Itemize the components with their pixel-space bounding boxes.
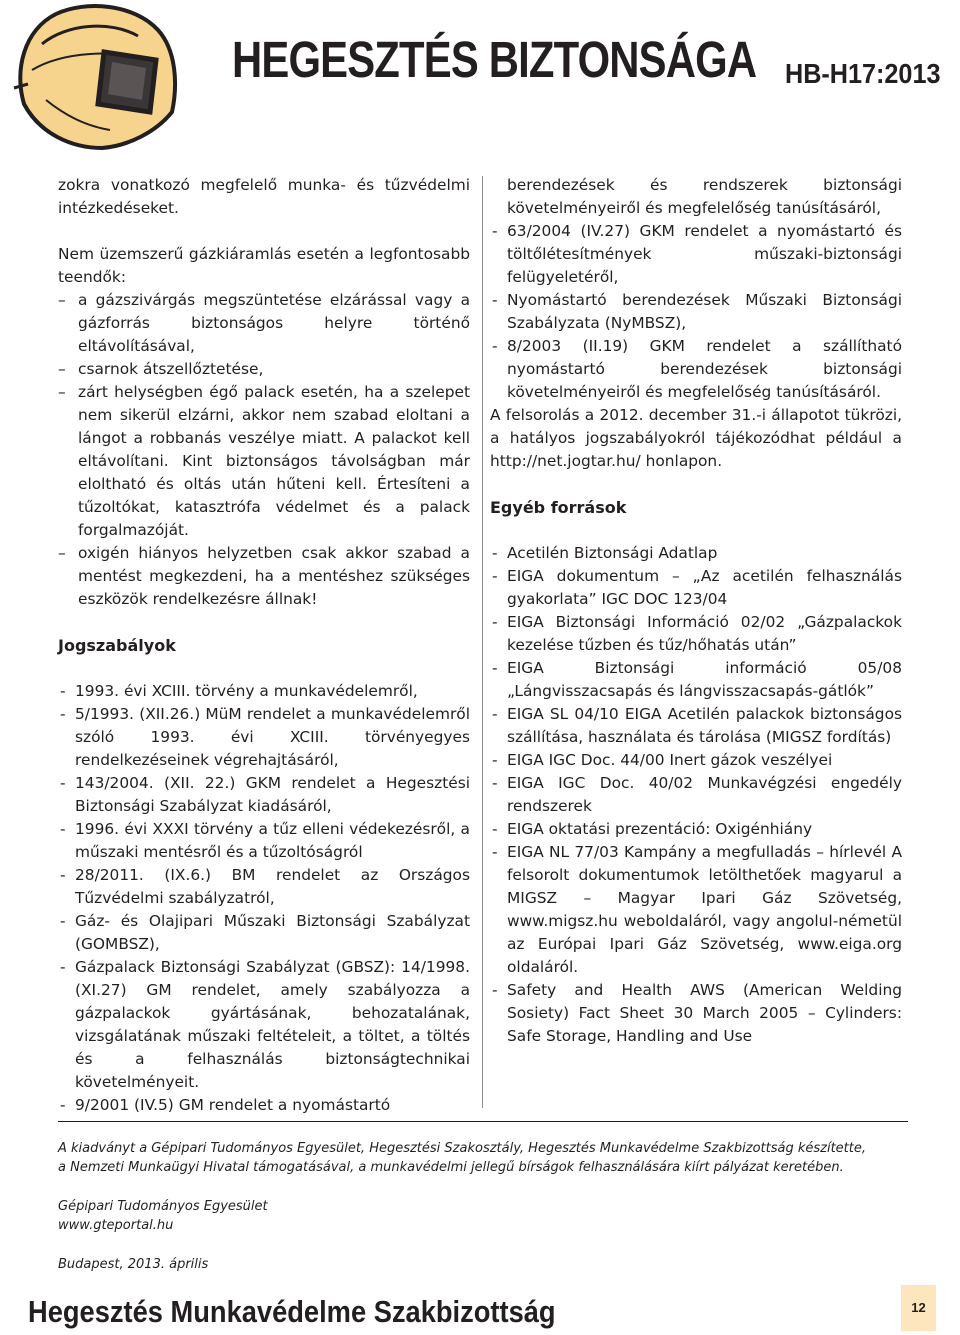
footer-credit-line-2: a Nemzeti Munkaügyi Hivatal támogatásával, a munkavédelmi jellegű bírságok felhasználására kiírt pályázat keretében. (58, 1160, 844, 1175)
law-item: - 143/2004. (XII. 22.) GKM rendelet a Hegesztési Biztonsági Szabályzat kiadásáról, (58, 772, 470, 818)
right-column (490, 174, 902, 1048)
law-item: - 63/2004 (IV.27) GKM rendelet a nyomástartó és töltőlétesítmények műszaki-biztonsági felügyeletéről, (490, 220, 902, 289)
law-continuation: berendezések és rendszerek biztonsági követelményeiről és megfelelőség tanúsításáról, (507, 176, 902, 217)
law-item: - 9/2001 (IV.5) GM rendelet a nyomástartó (58, 1094, 470, 1117)
source-item: - EIGA oktatási prezentáció: Oxigénhiány (490, 818, 902, 841)
law-item: - 8/2003 (II.19) GKM rendelet a szállítható nyomástartó berendezések biztonsági követelményeiről és megfelelőség tanúsításáról. (490, 335, 902, 404)
gas-list-item: – zárt helységben égő palack esetén, ha a szelepet nem sikerül elzárni, akkor nem szabad eloltani a lángot a robbanás veszélye miatt. A palackot kell eltávolítani. Kint biztonságos távolságban már eloltható és oltás után hűteni kell. Értesíteni a tűzoltókat, katasztrófa védelmet és a palack forgalmazóját. (58, 381, 470, 542)
source-item: - EIGA IGC Doc. 44/00 Inert gázok veszélyei (490, 749, 902, 772)
law-item: - 5/1993. (XII.26.) MüM rendelet a munkavédelemről szóló 1993. évi XCIII. törvényegyes rendelkezéseinek végrehajtásáról, (58, 703, 470, 772)
document-title: HEGESZTÉS BIZTONSÁGA (232, 31, 757, 88)
source-item: - EIGA dokumentum – „Az acetilén felhasználás gyakorlata” IGC DOC 123/04 (490, 565, 902, 611)
sources-heading: Egyéb források (490, 498, 627, 517)
footer-credit-line-1: A kiadványt a Gépipari Tudományos Egyesület, Hegesztési Szakosztály, Hegesztés Munkavédelme Szakbizottság készítette, (58, 1141, 867, 1156)
column-divider (482, 176, 483, 1108)
source-item: - EIGA SL 04/10 EIGA Acetilén palackok biztonságos szállítása, használata és tárolása (MIGSZ fordítás) (490, 703, 902, 749)
welding-helmet-icon (6, 0, 184, 150)
source-item: - EIGA Biztonsági Információ 02/02 „Gázpalackok kezelése tűzben és tűz/hőhatás után” (490, 611, 902, 657)
law-item: - 1996. évi XXXI törvény a tűz elleni védekezésről, a műszaki mentésről és a tűzoltóságról (58, 818, 470, 864)
source-item: - EIGA NL 77/03 Kampány a megfulladás – hírlevél A felsorolt dokumentumok letölthetőek magyarul a MIGSZ – Magyar Ipari Gáz Szövetség, www.migsz.hu weboldaláról, vagy angolul-németül az Európai Ipari Gáz Szövetség, www.eiga.org oldaláról. (490, 841, 902, 979)
law-item: - 1993. évi XCIII. törvény a munkavédelemről, (58, 680, 470, 703)
footer-url[interactable]: www.gteportal.hu (58, 1218, 174, 1233)
document-code: HB-H17:2013 (785, 58, 941, 89)
footer-place-date: Budapest, 2013. április (58, 1257, 209, 1272)
source-item: - EIGA IGC Doc. 40/02 Munkavégzési engedély rendszerek (490, 772, 902, 818)
source-item: - EIGA Biztonsági információ 05/08 „Lángvisszacsapás és lángvisszacsapás-gátlók” (490, 657, 902, 703)
page-number: 12 (901, 1285, 936, 1331)
law-item: - Gáz- és Olajipari Műszaki Biztonsági Szabályzat (GOMBSZ), (58, 910, 470, 956)
committee-title: Hegesztés Munkavédelme Szakbizottság (28, 1294, 556, 1329)
gas-list-item: – oxigén hiányos helyzetben csak akkor szabad a mentést megkezdeni, ha a mentéshez szükséges eszközök rendelkezésre állnak! (58, 542, 470, 611)
left-column (58, 174, 470, 1117)
source-item: - Acetilén Biztonsági Adatlap (490, 542, 902, 565)
law-item: - Gázpalack Biztonsági Szabályzat (GBSZ): 14/1998. (XI.27) GM rendelet, amely szabályozza a gázpalackok gyártásának, behozatalának, vizsgálatának műszaki feltételeit, a töltet, a töltés és a felhasználás biztonságtechnikai követelményeit. (58, 956, 470, 1094)
gas-leak-paragraph: Nem üzemszerű gázkiáramlás esetén a legfontosabb teendők: (58, 245, 470, 286)
footer-rule (58, 1121, 908, 1122)
gas-list-item: – a gázszivárgás megszüntetése elzárással vagy a gázforrás biztonságos helyre történő eltávolításával, (58, 289, 470, 358)
gas-list-item: – csarnok átszellőztetése, (58, 358, 470, 381)
intro-paragraph: zokra vonatkozó megfelelő munka- és tűzvédelmi intézkedéseket. (58, 176, 470, 217)
law-item: - Nyomástartó berendezések Műszaki Biztonsági Szabályzata (NyMBSZ), (490, 289, 902, 335)
law-item: - 28/2011. (IX.6.) BM rendelet az Országos Tűzvédelmi szabályzatról, (58, 864, 470, 910)
footer-organization: Gépipari Tudományos Egyesület (58, 1199, 268, 1214)
laws-heading: Jogszabályok (58, 636, 176, 655)
status-note: A felsorolás a 2012. december 31.-i állapotot tükrözi, a hatályos jogszabályokról tájékozódhat például a http://net.jogtar.hu/ honlapon. (490, 406, 902, 470)
source-item: - Safety and Health AWS (American Welding Sosiety) Fact Sheet 30 March 2005 – Cylinders: Safe Storage, Handling and Use (490, 979, 902, 1048)
